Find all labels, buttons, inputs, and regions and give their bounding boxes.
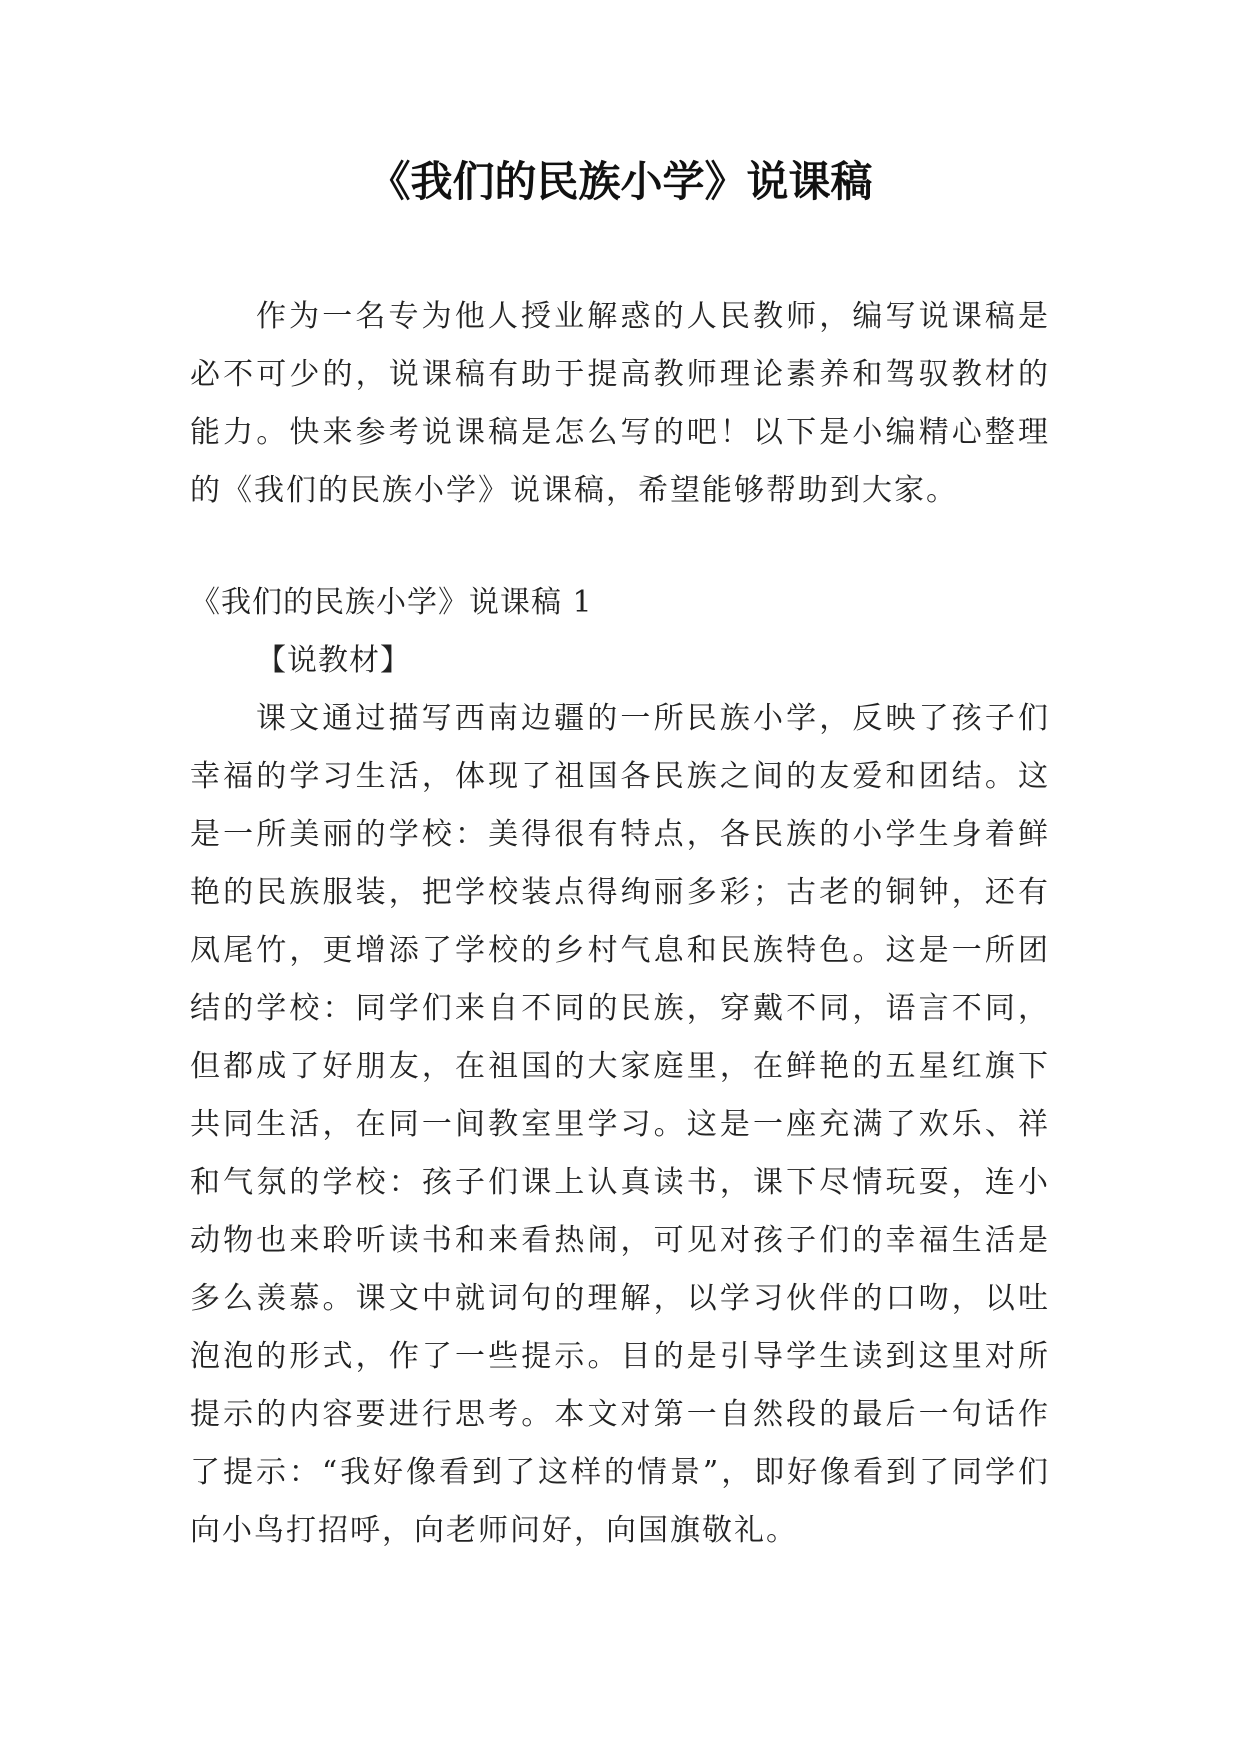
textbook-paragraph: 课文通过描写西南边疆的一所民族小学，反映了孩子们幸福的学习生活，体现了祖国各民族之间的友爱和团结。这是一所美丽的学校：美得很有特点，各民族的小学生身着鲜艳的民族服装，把学校装点得绚丽多彩；古老的铜钟，还有凤尾竹，更增添了学校的乡村气息和民族特色。这是一所团结的学校：同学们来自不同的民族，穿戴不同，语言不同，但都成了好朋友，在祖国的大家庭里，在鲜艳的五星红旗下共同生活，在同一间教室里学习。这是一座充满了欢乐、祥和气氛的学校：孩子们课上认真读书，课下尽情玩耍，连小动物也来聆听读书和来看热闹，可见对孩子们的幸福生活是多么羡慕。课文中就词句的理解，以学习伙伴的口吻，以吐泡泡的形式，作了一些提示。目的是引导学生读到这里对所提示的内容要进行思考。本文对第一自然段的最后一句话作了提示：“我好像看到了这样的情景”，即好像看到了同学们向小鸟打招呼，向老师问好，向国旗敬礼。: [190, 701, 1050, 1548]
section-title: 《我们的民族小学》说课稿 1: [190, 585, 593, 620]
document-title: 《我们的民族小学》说课稿: [368, 157, 873, 206]
intro-paragraph: 作为一名专为他人授业解惑的人民教师，编写说课稿是必不可少的，说课稿有助于提高教师理论素养和驾驭教材的能力。快来参考说课稿是怎么写的吧！以下是小编精心整理的《我们的民族小学》说课稿，希望能够帮助到大家。: [190, 299, 1050, 508]
sub-heading: 【说教材】: [256, 643, 411, 678]
